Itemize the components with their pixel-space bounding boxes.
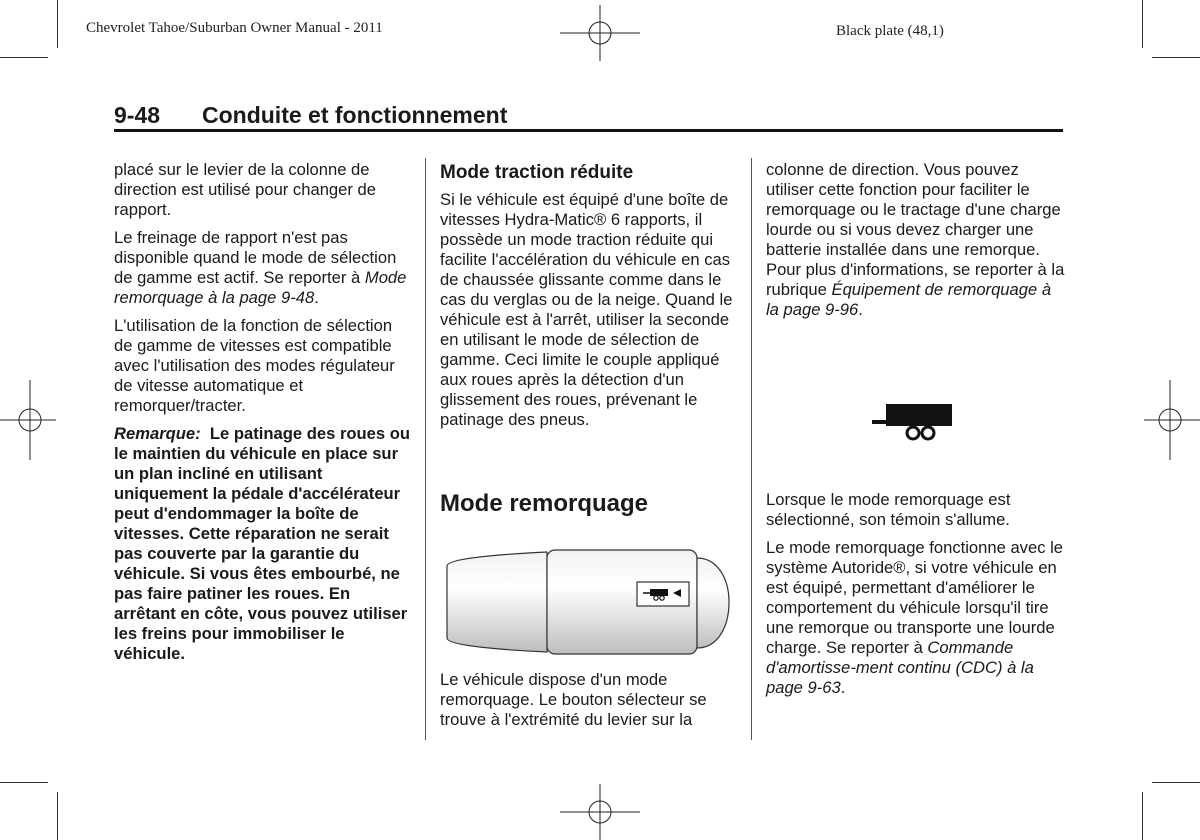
crop-mark bbox=[1152, 57, 1200, 58]
registration-mark-icon bbox=[0, 380, 60, 460]
running-header-right: Black plate (48,1) bbox=[836, 23, 944, 39]
column-2-continued bbox=[440, 670, 740, 738]
registration-mark-icon bbox=[1140, 380, 1200, 460]
paragraph: placé sur le levier de la colonne de direction est utilisé pour changer de rapport. bbox=[114, 160, 376, 219]
paragraph: Si le véhicule est équipé d'une boîte de vitesses Hydra-Matic® 6 rapports, il possède un mode traction réduite qui facilite l'accélération du véhicule en cas de chaussée glissante comme dans le cas du verglas ou de la neige. Quand le véhicule est à l'arrêt, utiliser la seconde en utilisant le mode de sélection de gamme. Ceci limite le couple appliqué aux roues après la détection d'un glissement des roues, prévenant le patinage des pneus. bbox=[440, 190, 733, 429]
tow-haul-lever-icon bbox=[445, 548, 735, 663]
column-2 bbox=[440, 162, 740, 438]
cross-reference-link[interactable]: Commande d'amortisse-ment continu (CDC) à la page 9-63 bbox=[766, 638, 1034, 697]
paragraph-text: colonne de direction. Vous pouvez utiliser cette fonction pour faciliter le remorquage ou le tractage d'une charge lourde ou si vous devez charger une batterie installée dans une remorque. Pour plus d'informations, se reporter à la rubrique bbox=[766, 160, 1065, 299]
registration-mark-icon bbox=[560, 5, 640, 65]
paragraph-text: Le freinage de rapport n'est pas disponible quand le mode de sélection de gamme est actif. Se reporter à bbox=[114, 228, 397, 287]
paragraph: Lorsque le mode remorquage est sélectionné, son témoin s'allume. bbox=[766, 490, 1011, 529]
paragraph-text: Le mode remorquage fonctionne avec le système Autoride®, si votre véhicule en est équipé, permettant d'améliorer le comportement du véhicule lorsqu'il tire une remorque ou transporte une lourde charge. Se reporter à bbox=[766, 538, 1064, 657]
column-3-continued bbox=[766, 490, 1066, 706]
column-divider bbox=[425, 158, 426, 740]
column-divider bbox=[751, 158, 752, 740]
heading-rule bbox=[114, 129, 1063, 132]
punctuation: . bbox=[314, 288, 319, 307]
crop-mark bbox=[0, 782, 48, 783]
crop-mark bbox=[1142, 0, 1143, 48]
section-heading: Mode traction réduite bbox=[440, 162, 634, 183]
section-title: Mode remorquage bbox=[440, 490, 649, 517]
registration-mark-icon bbox=[560, 780, 640, 840]
paragraph bbox=[766, 538, 1066, 698]
page-title: Conduite et fonctionnement bbox=[202, 102, 508, 128]
note-label: Remarque: bbox=[114, 424, 201, 443]
column-3 bbox=[766, 160, 1066, 328]
crop-mark bbox=[1142, 792, 1143, 840]
crop-mark bbox=[0, 57, 48, 58]
crop-mark bbox=[57, 792, 58, 840]
crop-mark bbox=[1152, 782, 1200, 783]
paragraph bbox=[766, 160, 1066, 320]
page-number: 9-48 bbox=[114, 102, 161, 128]
punctuation: . bbox=[858, 300, 863, 319]
punctuation: . bbox=[840, 678, 846, 697]
paragraph: L'utilisation de la fonction de sélection de gamme de vitesses est compatible avec l'utilisation des modes régulateur de vitesse automatique et remorquer/tracter. bbox=[114, 316, 395, 415]
paragraph bbox=[114, 228, 414, 308]
cross-reference-link[interactable]: Mode remorquage à la page 9-48 bbox=[114, 268, 407, 307]
note-block bbox=[114, 424, 414, 664]
paragraph: Le véhicule dispose d'un mode remorquage. Le bouton sélecteur se trouve à l'extrémité du levier sur la bbox=[440, 670, 707, 729]
running-header-left: Chevrolet Tahoe/Suburban Owner Manual - 2011 bbox=[86, 20, 383, 36]
trailer-indicator-icon bbox=[872, 402, 956, 447]
cross-reference-link[interactable]: Équipement de remorquage à la page 9-96 bbox=[766, 280, 1052, 319]
column-1 bbox=[114, 160, 414, 672]
crop-mark bbox=[57, 0, 58, 48]
note-text: Le patinage des roues ou le maintien du véhicule en place sur un plan incliné en utilisant uniquement la pédale d'accélérateur peut d'endommager la boîte de vitesses. Cette réparation ne serait pas couverte par la garantie du véhicule. Si vous êtes embourbé, ne pas faire patiner les roues. En arrêtant en côte, vous pouvez utiliser les freins pour immobiliser le véhicule. bbox=[114, 424, 411, 663]
